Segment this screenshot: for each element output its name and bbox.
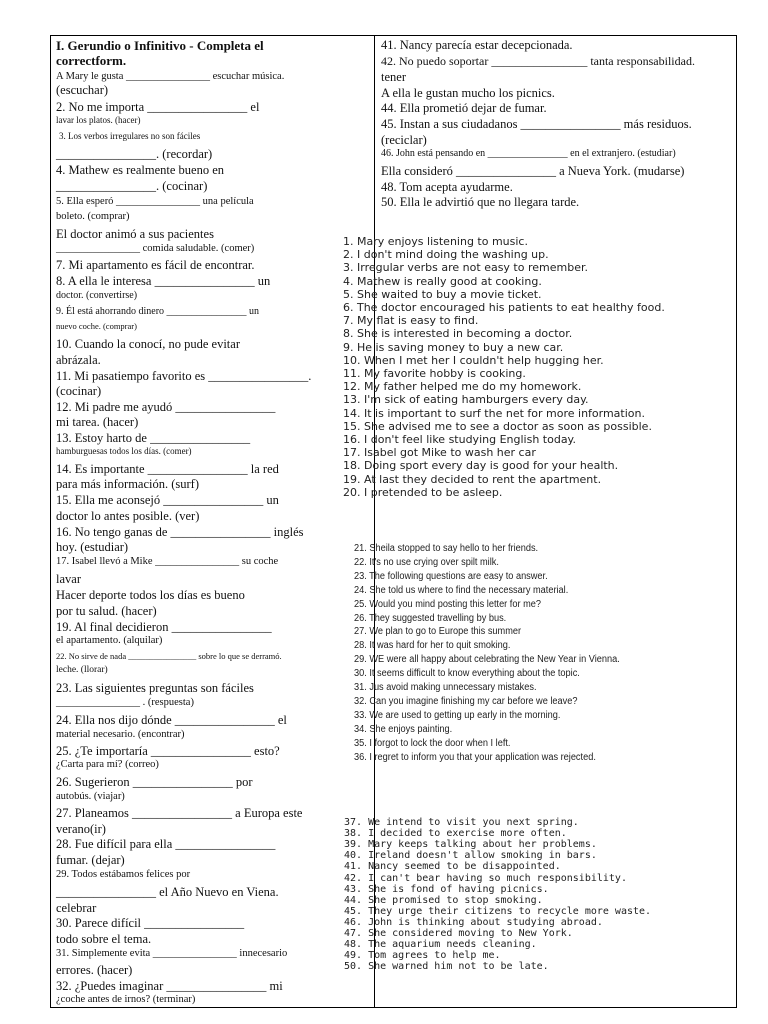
answer-line-15: 15. She advised me to see a doctor as soon as possible. [343, 419, 652, 433]
left-line-25: hamburguesas todos los días. (comer) [56, 446, 192, 456]
left-line-10: boleto. (comprar) [56, 211, 130, 222]
right-line-3: tener [381, 70, 406, 84]
left-line-3: 2. No me importa ________________ el [56, 100, 260, 114]
answer-line-14: 50. She warned him not to be late. [344, 961, 549, 973]
answer-line-13: 13. I'm sick of eating hamburgers every day. [343, 393, 589, 407]
left-line-53: ________________ el Año Nuevo en Viena. [56, 885, 279, 899]
right-line-8: 46. John está pensando en ________________ en el extranjero. (estudiar) [381, 148, 676, 159]
left-line-45: ¿Carta para mí? (correo) [56, 759, 159, 770]
left-line-38: 22. No sirve de nada ________________ sobre lo que se derramó. [56, 651, 282, 661]
left-line-6: ________________. (recordar) [56, 147, 213, 161]
answer-line-1: 37. We intend to visit you next spring. [344, 817, 579, 828]
left-line-55: 30. Parece difícil ________________ [56, 916, 245, 930]
left-line-5: 3. Los verbos irregulares no son fáciles [59, 131, 201, 141]
left-line-58: errores. (hacer) [56, 963, 133, 977]
left-line-59: 32. ¿Puedes imaginar ________________ mi [56, 979, 283, 993]
answer-line-9: 9. He is saving money to buy a new car. [343, 340, 564, 354]
left-line-18: 10. Cuando la conocí, no pude evitar [56, 337, 240, 351]
answer-line-8: 28. It was hard for her to quit smoking. [354, 640, 511, 652]
left-line-40: 23. Las siguientes preguntas son fáciles [56, 681, 254, 695]
left-line-1: A Mary le gusta ________________ escuchar música. [56, 71, 285, 82]
answer-line-12: 12. My father helped me do my homework. [343, 380, 582, 394]
left-line-8: ________________. (cocinar) [56, 179, 208, 193]
left-line-15: doctor. (convertirse) [56, 290, 138, 301]
left-line-17: nuevo coche. (comprar) [56, 321, 137, 331]
answer-line-10: 10. When I met her I couldn't help hugging her. [343, 353, 604, 367]
left-line-16: 9. Él está ahorrando dinero ________________ un [56, 306, 260, 317]
left-line-13: 7. Mi apartamento es fácil de encontrar. [56, 258, 255, 272]
answer-line-6: 6. The doctor encouraged his patients to eat healthy food. [343, 301, 665, 314]
left-line-12: ________________ comida saludable. (comer) [56, 243, 255, 254]
right-line-4: A ella le gustan mucho los picnics. [381, 86, 555, 100]
left-line-32: 17. Isabel llevó a Mike ________________ su coche [56, 556, 279, 567]
answer-line-2: 22. It's no use crying over spilt milk. [354, 556, 499, 568]
right-line-10: 48. Tom acepta ayudarme. [381, 180, 513, 194]
left-line-49: verano(ir) [56, 822, 106, 836]
answer-line-11: 11. My favorite hobby is cooking. [343, 367, 526, 380]
right-line-5: 44. Ella prometió dejar de fumar. [381, 101, 547, 115]
title-continued: correctform. [56, 53, 127, 68]
answer-line-13: 33. We are used to getting up early in the morning. [354, 709, 561, 721]
answer-line-7: 27. We plan to go to Europe this summer [354, 626, 522, 638]
answer-line-2: 38. I decided to exercise more often. [344, 828, 567, 840]
answer-line-20: 20. I pretended to be asleep. [343, 485, 503, 499]
left-line-21: (cocinar) [56, 384, 102, 398]
right-line-6: 45. Instan a sus ciudadanos ________________ más residuos. [381, 117, 692, 131]
left-line-30: 16. No tengo ganas de ________________ inglés [56, 525, 304, 539]
answer-line-10: 30. It seems difficult to know everything about the topic. [354, 668, 580, 680]
answer-line-12: 48. The aquarium needs cleaning. [344, 939, 537, 951]
left-line-35: por tu salud. (hacer) [56, 604, 157, 618]
answer-line-4: 4. Mathew is really good at cooking. [343, 274, 542, 288]
left-line-28: 15. Ella me aconsejó ________________ un [56, 493, 279, 507]
right-line-9: Ella consideró ________________ a Nueva York. (mudarse) [381, 164, 685, 178]
answer-line-14: 34. She enjoys painting. [354, 723, 453, 735]
left-line-20: 11. Mi pasatiempo favorito es ________________. [56, 369, 312, 383]
answer-line-16: 16. I don't feel like studying English today. [343, 433, 576, 446]
answer-line-19: 19. At last they decided to rent the apartment. [343, 472, 602, 486]
answer-line-9: 29. WE were all happy about celebrating the New Year in Vienna. [354, 654, 620, 666]
left-line-33: lavar [56, 572, 81, 586]
left-line-41: ________________ . (respuesta) [56, 697, 194, 708]
left-line-43: material necesario. (encontrar) [56, 729, 185, 740]
right-line-1: 41. Nancy parecía estar decepcionada. [381, 38, 573, 52]
left-line-52: 29. Todos estábamos felices por [56, 869, 191, 880]
left-line-57: 31. Simplemente evita ________________ innecesario [56, 948, 288, 959]
answer-line-3: 39. Mary keeps talking about her problems. [344, 839, 597, 851]
answer-line-1: 1. Mary enjoys listening to music. [343, 235, 528, 248]
answer-line-6: 42. I can't bear having so much responsibility. [344, 872, 627, 884]
answer-line-15: 35. I forgot to lock the door when I left. [354, 737, 511, 749]
left-line-27: para más información. (surf) [56, 477, 199, 491]
left-line-14: 8. A ella le interesa ________________ un [56, 274, 271, 288]
answer-line-13: 49. Tom agrees to help me. [344, 950, 501, 962]
answer-line-18: 18. Doing sport every day is good for your health. [343, 459, 619, 473]
left-line-7: 4. Mathew es realmente bueno en [56, 163, 224, 177]
left-line-19: abrázala. [56, 353, 101, 367]
left-line-44: 25. ¿Te importaría ________________ esto? [56, 744, 280, 758]
answer-line-4: 24. She told us where to find the necessary material. [354, 584, 569, 596]
answer-line-5: 41. Nancy seemed to be disappointed. [344, 861, 561, 873]
left-line-37: el apartamento. (alquilar) [56, 635, 163, 646]
left-line-51: fumar. (dejar) [56, 853, 125, 867]
left-line-42: 24. Ella nos dijo dónde ________________ el [56, 713, 287, 727]
answer-line-3: 3. Irregular verbs are not easy to remember. [343, 261, 588, 275]
answer-line-3: 23. The following questions are easy to answer. [354, 570, 548, 582]
left-line-47: autobús. (viajar) [56, 791, 125, 802]
right-line-2: 42. No puedo soportar ________________ tanta responsabilidad. [381, 54, 695, 68]
answer-line-1: 21. Sheila stopped to say hello to her friends. [354, 543, 539, 554]
left-line-46: 26. Sugerieron ________________ por [56, 775, 253, 789]
left-line-29: doctor lo antes posible. (ver) [56, 509, 200, 523]
answer-line-7: 43. She is fond of having picnics. [344, 883, 549, 895]
left-line-4: lavar los platos. (hacer) [56, 115, 141, 125]
answer-line-17: 17. Isabel got Mike to wash her car [343, 446, 536, 460]
answer-line-16: 36. I regret to inform you that your application was rejected. [354, 751, 596, 763]
answer-line-12: 32. Can you imagine finishing my car before we leave? [354, 695, 578, 707]
title: I. Gerundio o Infinitivo - Completa el [56, 38, 264, 53]
left-line-54: celebrar [56, 901, 97, 915]
left-line-39: leche. (llorar) [56, 665, 108, 675]
left-line-34: Hacer deporte todos los días es bueno [56, 588, 245, 602]
worksheet [50, 35, 737, 1008]
answer-line-5: 25. Would you mind posting this letter for me? [354, 598, 542, 610]
answer-line-10: 46. John is thinking about studying abroad. [344, 916, 603, 928]
answer-line-7: 7. My flat is easy to find. [343, 314, 479, 328]
left-line-56: todo sobre el tema. [56, 932, 152, 946]
left-line-2: (escuchar) [56, 83, 109, 97]
right-line-7: (reciclar) [381, 133, 427, 147]
left-line-24: 13. Estoy harto de ________________ [56, 431, 251, 445]
left-line-23: mi tarea. (hacer) [56, 415, 139, 429]
answer-line-6: 26. They suggested travelling by bus. [354, 612, 507, 624]
answer-line-9: 45. They urge their citizens to recycle more waste. [344, 905, 652, 917]
left-line-11: El doctor animó a sus pacientes [56, 227, 214, 241]
answer-line-11: 47. She considered moving to New York. [344, 928, 573, 939]
answer-line-8: 44. She promised to stop smoking. [344, 894, 543, 906]
right-line-11: 50. Ella le advirtió que no llegara tarde. [381, 195, 580, 209]
answer-line-2: 2. I don't mind doing the washing up. [343, 248, 549, 262]
answer-line-14: 14. It is important to surf the net for more information. [343, 406, 645, 420]
left-line-50: 28. Fue difícil para ella ________________ [56, 837, 276, 851]
left-line-60: ¿coche antes de irnos? (terminar) [56, 994, 196, 1005]
answer-line-5: 5. She waited to buy a movie ticket. [343, 287, 542, 301]
left-line-22: 12. Mi padre me ayudó ________________ [56, 400, 276, 414]
left-line-26: 14. Es importante ________________ la red [56, 462, 279, 476]
left-line-9: 5. Ella esperó ________________ una película [56, 196, 254, 207]
answer-line-11: 31. Jus avoid making unnecessary mistakes. [354, 682, 537, 693]
left-line-48: 27. Planeamos ________________ a Europa este [56, 806, 303, 820]
left-line-36: 19. Al final decidieron ________________ [56, 620, 272, 634]
answer-line-8: 8. She is interested in becoming a doctor. [343, 327, 573, 341]
answer-line-4: 40. Ireland doesn't allow smoking in bars. [344, 850, 597, 862]
left-line-31: hoy. (estudiar) [56, 540, 129, 554]
